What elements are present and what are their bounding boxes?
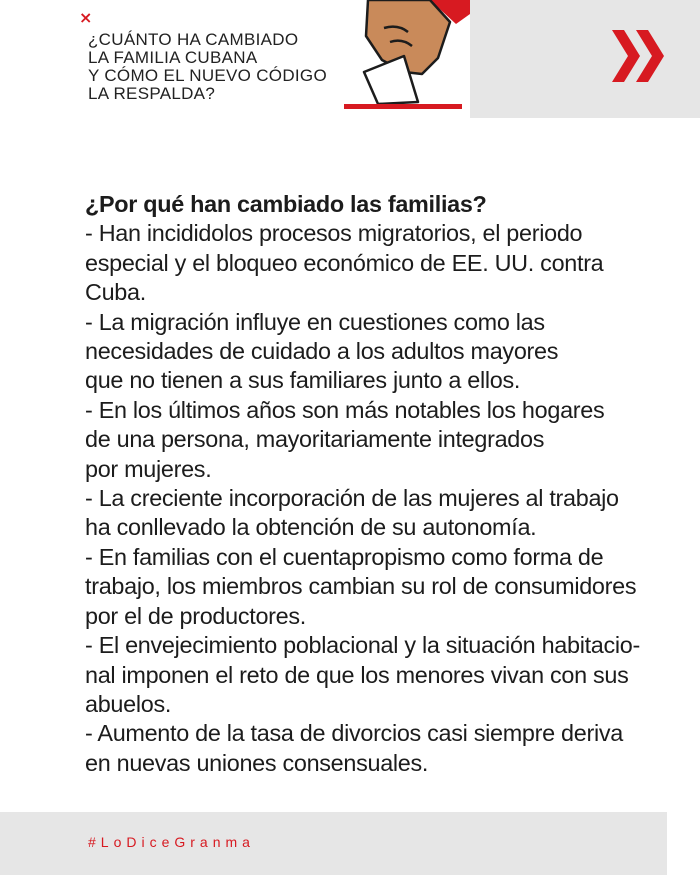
article-line: - En los últimos años son más notables los hogares [85, 396, 605, 423]
article-line: especial y el bloqueo económico de EE. UU. contra [85, 249, 604, 276]
article-line: de una persona, mayoritariamente integrados [85, 426, 545, 453]
article-line: - El envejecimiento poblacional y la situación habitacio- [85, 632, 640, 659]
article-heading: ¿Por qué han cambiado las familias? [85, 191, 487, 217]
article-line: Cuba. [85, 279, 146, 306]
article-line: que no tienen a sus familiares junto a ellos. [85, 367, 521, 394]
article-line: - La creciente incorporación de las mujeres al trabajo [85, 485, 619, 512]
article-line: - La migración influye en cuestiones como las [85, 308, 545, 335]
article-line: en nuevas uniones consensuales. [85, 749, 429, 776]
article-line: por el de productores. [85, 602, 306, 629]
double-chevron-right-icon[interactable] [612, 30, 668, 82]
header-title-line: Y CÓMO EL NUEVO CÓDIGO [88, 66, 327, 85]
hashtag-link[interactable]: #LoDiceGranma [88, 834, 255, 850]
article-line: trabajo, los miembros cambian su rol de consumidores [85, 573, 637, 600]
article-line: - Han incididolos procesos migratorios, el periodo [85, 220, 583, 247]
header-title-line: LA RESPALDA? [88, 84, 216, 103]
ballot-slot [344, 104, 462, 109]
article-line: - En familias con el cuentapropismo como forma de [85, 543, 604, 570]
close-icon[interactable]: × [79, 8, 93, 27]
ballot-box-icon [338, 0, 470, 118]
article-line: necesidades de cuidado a los adultos mayores [85, 338, 559, 365]
hand-shape [366, 0, 450, 74]
header-title [88, 31, 348, 103]
header-title-line: ¿CUÁNTO HA CAMBIADO [88, 30, 299, 49]
article-line: ha conllevado la obtención de su autonomía. [85, 514, 537, 541]
article-line: por mujeres. [85, 455, 212, 482]
article-line: - Aumento de la tasa de divorcios casi siempre deriva [85, 720, 623, 747]
article-line: abuelos. [85, 690, 172, 717]
header-title-line: LA FAMILIA CUBANA [88, 48, 258, 67]
article-line: nal imponen el reto de que los menores vivan con sus [85, 661, 629, 688]
article-body [85, 190, 675, 778]
